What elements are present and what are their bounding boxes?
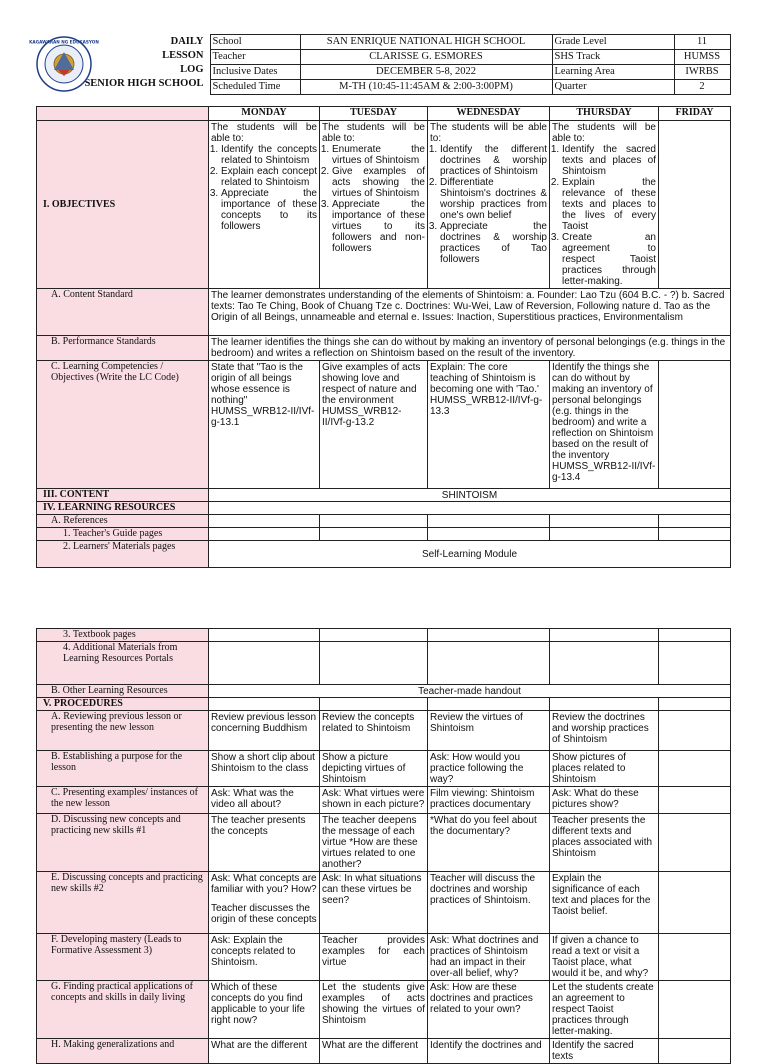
dates-value: DECEMBER 5-8, 2022 bbox=[300, 65, 552, 80]
procedure-d-tuesday: The teacher deepens the message of each virtue *How are these virtues related to one another? bbox=[320, 814, 428, 872]
procedure-g-wednesday: Ask: How are these doctrines and practices related to your own? bbox=[428, 981, 550, 1039]
day-header-wednesday: WEDNESDAY bbox=[428, 107, 550, 121]
day-header-thursday: THURSDAY bbox=[550, 107, 659, 121]
corner-cell bbox=[37, 107, 209, 121]
dates-label: Inclusive Dates bbox=[210, 65, 300, 80]
procedure-c-tuesday: Ask: What virtues were shown in each picture? bbox=[320, 787, 428, 814]
lesson-table-part2 bbox=[36, 628, 731, 1064]
procedure-e-tuesday: Ask: In what situations can these virtues be seen? bbox=[320, 872, 428, 934]
time-value: M-TH (10:45-11:45AM & 2:00-3:00PM) bbox=[300, 80, 552, 95]
quarter-value: 2 bbox=[674, 80, 730, 95]
learning-resources-blank bbox=[209, 502, 731, 515]
objectives-tuesday: The students will be able to: 1. Enumerate the virtues of Shintoism 2. Give examples of acts showing the virtues of Shintoism 3. Appreciate the importance of these virtues to its followers and non-followers bbox=[320, 121, 428, 289]
learning-area-value: IWRBS bbox=[674, 65, 730, 80]
procedure-c-thursday: Ask: What do these pictures show? bbox=[550, 787, 659, 814]
school-value: SAN ENRIQUE NATIONAL HIGH SCHOOL bbox=[300, 35, 552, 50]
objectives-label: I. OBJECTIVES bbox=[37, 121, 209, 289]
procedure-g-monday: Which of these concepts do you find applicable to your life right now? bbox=[209, 981, 320, 1039]
textbook-label: 3. Textbook pages bbox=[37, 629, 209, 642]
performance-standards-label: B. Performance Standards bbox=[37, 336, 209, 361]
procedure-f-thursday: If given a chance to read a text or visit a Taoist place, what would it be, and why? bbox=[550, 934, 659, 981]
other-resources-value: Teacher-made handout bbox=[209, 685, 731, 698]
competency-thursday: Identify the things she can do without by making an inventory of personal belongings (e.g. things in the bedroom) and write a reflection on Shintoism based on the result of the inventory HUMSS_WRB12-II/IVf-g-13.4 bbox=[550, 361, 659, 489]
procedure-e-wednesday: Teacher will discuss the doctrines and worship practices of Shintoism. bbox=[428, 872, 550, 934]
procedure-a-tuesday: Review the concepts related to Shintoism bbox=[320, 711, 428, 751]
procedure-c-monday: Ask: What was the video all about? bbox=[209, 787, 320, 814]
content-standard-text: The learner demonstrates understanding of the elements of Shintoism: a. Founder: Lao Tzu (604 B.C. - ?) b. Sacred texts: Tao Te Ching, Book of Chuang Tze c. Doctrines: Wu-Wei, Law of Reversion, Following nature d. Tao as the Origin of all Beings, unnameable and eternal e. Issues: Inaction, Superstitious practices, Environmentalism bbox=[209, 289, 731, 336]
procedure-g-thursday: Let the students create an agreement to respect Taoist practices through letter-making. bbox=[550, 981, 659, 1039]
procedure-a-monday: Review previous lesson concerning Buddhism bbox=[209, 711, 320, 751]
day-header-friday: FRIDAY bbox=[659, 107, 731, 121]
grade-level-value: 11 bbox=[674, 35, 730, 50]
teacher-value: CLARISSE G. ESMORES bbox=[300, 50, 552, 65]
other-resources-label: B. Other Learning Resources bbox=[37, 685, 209, 698]
additional-materials-label: 4. Additional Materials from Learning Resources Portals bbox=[37, 642, 209, 685]
dll-title-log: LOG bbox=[180, 63, 204, 75]
procedure-e-thursday: Explain the significance of each text and places for the Taoist belief. bbox=[550, 872, 659, 934]
objectives-friday bbox=[659, 121, 731, 289]
procedure-h-thursday: Identify the sacred texts bbox=[550, 1039, 659, 1064]
shs-track-value: HUMSS bbox=[674, 50, 730, 65]
procedure-d-wednesday: *What do you feel about the documentary? bbox=[428, 814, 550, 872]
procedure-f-label: F. Developing mastery (Leads to Formative Assessment 3) bbox=[37, 934, 209, 981]
performance-standards-text: The learner identifies the things she can do without by making an inventory of personal belongings (e.g. things in the bedroom) and writes a reflection on Shintoism based on the result of the inventory. bbox=[209, 336, 731, 361]
content-label: III. CONTENT bbox=[37, 489, 209, 502]
procedure-c-wednesday: Film viewing: Shintoism practices documentary bbox=[428, 787, 550, 814]
procedure-f-wednesday: Ask: What doctrines and practices of Shintoism had an impact in their over-all belief, why? bbox=[428, 934, 550, 981]
header-table bbox=[29, 34, 731, 95]
objectives-thursday: The students will be able to: 1. Identify the sacred texts and places of Shintoism 2. Explain the relevance of these texts and places to the lives of every Taoist 3. Create an agreement to respect Taoist practices through letter-making. bbox=[550, 121, 659, 289]
learning-competencies-label: C. Learning Competencies / Objectives (Write the LC Code) bbox=[37, 361, 209, 489]
quarter-label: Quarter bbox=[552, 80, 674, 95]
procedure-b-wednesday: Ask: How would you practice following the way? bbox=[428, 751, 550, 787]
procedure-e-monday: Ask: What concepts are familiar with you? How? Teacher discusses the origin of these concepts bbox=[209, 872, 320, 934]
procedure-b-tuesday: Show a picture depicting virtues of Shintoism bbox=[320, 751, 428, 787]
procedure-b-monday: Show a short clip about Shintoism to the class bbox=[209, 751, 320, 787]
procedure-c-label: C. Presenting examples/ instances of the new lesson bbox=[37, 787, 209, 814]
procedure-h-wednesday: Identify the doctrines and bbox=[428, 1039, 550, 1064]
lesson-table-part1 bbox=[36, 106, 731, 568]
procedure-f-monday: Ask: Explain the concepts related to Shintoism. bbox=[209, 934, 320, 981]
teacher-label: Teacher bbox=[210, 50, 300, 65]
svg-text:KAGAWARAN NG EDUKASYON: KAGAWARAN NG EDUKASYON bbox=[29, 39, 99, 44]
content-value: SHINTOISM bbox=[209, 489, 731, 502]
procedure-f-tuesday: Teacher provides examples for each virtue bbox=[320, 934, 428, 981]
learning-resources-label: IV. LEARNING RESOURCES bbox=[37, 502, 209, 515]
procedure-h-tuesday: What are the different bbox=[320, 1039, 428, 1064]
dll-title-lesson: LESSON bbox=[162, 49, 204, 61]
procedure-a-wednesday: Review the virtues of Shintoism bbox=[428, 711, 550, 751]
procedure-h-monday: What are the different bbox=[209, 1039, 320, 1064]
learning-area-label: Learning Area bbox=[552, 65, 674, 80]
procedure-e-label: E. Discussing concepts and practicing new skills #2 bbox=[37, 872, 209, 934]
procedure-g-label: G. Finding practical applications of concepts and skills in daily living bbox=[37, 981, 209, 1039]
teachers-guide-label: 1. Teacher's Guide pages bbox=[37, 528, 209, 541]
time-label: Scheduled Time bbox=[210, 80, 300, 95]
procedure-a-thursday: Review the doctrines and worship practices of Shintoism bbox=[550, 711, 659, 751]
deped-seal-icon bbox=[29, 36, 99, 92]
objectives-wednesday: The students will be able to: 1. Identify the different doctrines & worship practices of Shintoism 2. Differentiate Shintoism's doctrines & worship practices from one's own belief 3. Appreciate the doctrines & worship practices of Tao followers bbox=[428, 121, 550, 289]
procedure-h-label: H. Making generalizations and bbox=[37, 1039, 209, 1064]
procedure-d-monday: The teacher presents the concepts bbox=[209, 814, 320, 872]
dll-title-shs: SENIOR HIGH SCHOOL bbox=[84, 77, 204, 89]
learners-materials-value: Self-Learning Module bbox=[209, 541, 731, 568]
procedure-g-tuesday: Let the students give examples of acts showing the virtues of Shintoism bbox=[320, 981, 428, 1039]
content-standard-label: A. Content Standard bbox=[37, 289, 209, 336]
competency-friday bbox=[659, 361, 731, 489]
dll-title-block bbox=[29, 35, 210, 95]
competency-tuesday: Give examples of acts showing love and respect of nature and the environment HUMSS_WRB12-II/IVf-g-13.2 bbox=[320, 361, 428, 489]
shs-track-label: SHS Track bbox=[552, 50, 674, 65]
dll-title-daily: DAILY bbox=[170, 35, 204, 47]
procedure-b-label: B. Establishing a purpose for the lesson bbox=[37, 751, 209, 787]
references-label: A. References bbox=[37, 515, 209, 528]
grade-level-label: Grade Level bbox=[552, 35, 674, 50]
procedure-d-thursday: Teacher presents the different texts and places associated with Shintoism bbox=[550, 814, 659, 872]
procedure-a-label: A. Reviewing previous lesson or presenting the new lesson bbox=[37, 711, 209, 751]
competency-wednesday: Explain: The core teaching of Shintoism is becoming one with 'Tao.' HUMSS_WRB12-II/IVf-g-13.3 bbox=[428, 361, 550, 489]
day-header-tuesday: TUESDAY bbox=[320, 107, 428, 121]
procedure-d-label: D. Discussing new concepts and practicing new skills #1 bbox=[37, 814, 209, 872]
procedure-b-thursday: Show pictures of places related to Shintoism bbox=[550, 751, 659, 787]
school-label: School bbox=[210, 35, 300, 50]
day-header-monday: MONDAY bbox=[209, 107, 320, 121]
competency-monday: State that "Tao is the origin of all beings whose essence is nothing" HUMSS_WRB12-II/IVf-g-13.1 bbox=[209, 361, 320, 489]
objectives-monday: The students will be able to: 1. Identify the concepts related to Shintoism 2. Explain each concept related to Shintoism 3. Appreciate the importance of these concepts to its followers bbox=[209, 121, 320, 289]
learners-materials-label: 2. Learners' Materials pages bbox=[37, 541, 209, 568]
procedures-label: V. PROCEDURES bbox=[37, 698, 209, 711]
